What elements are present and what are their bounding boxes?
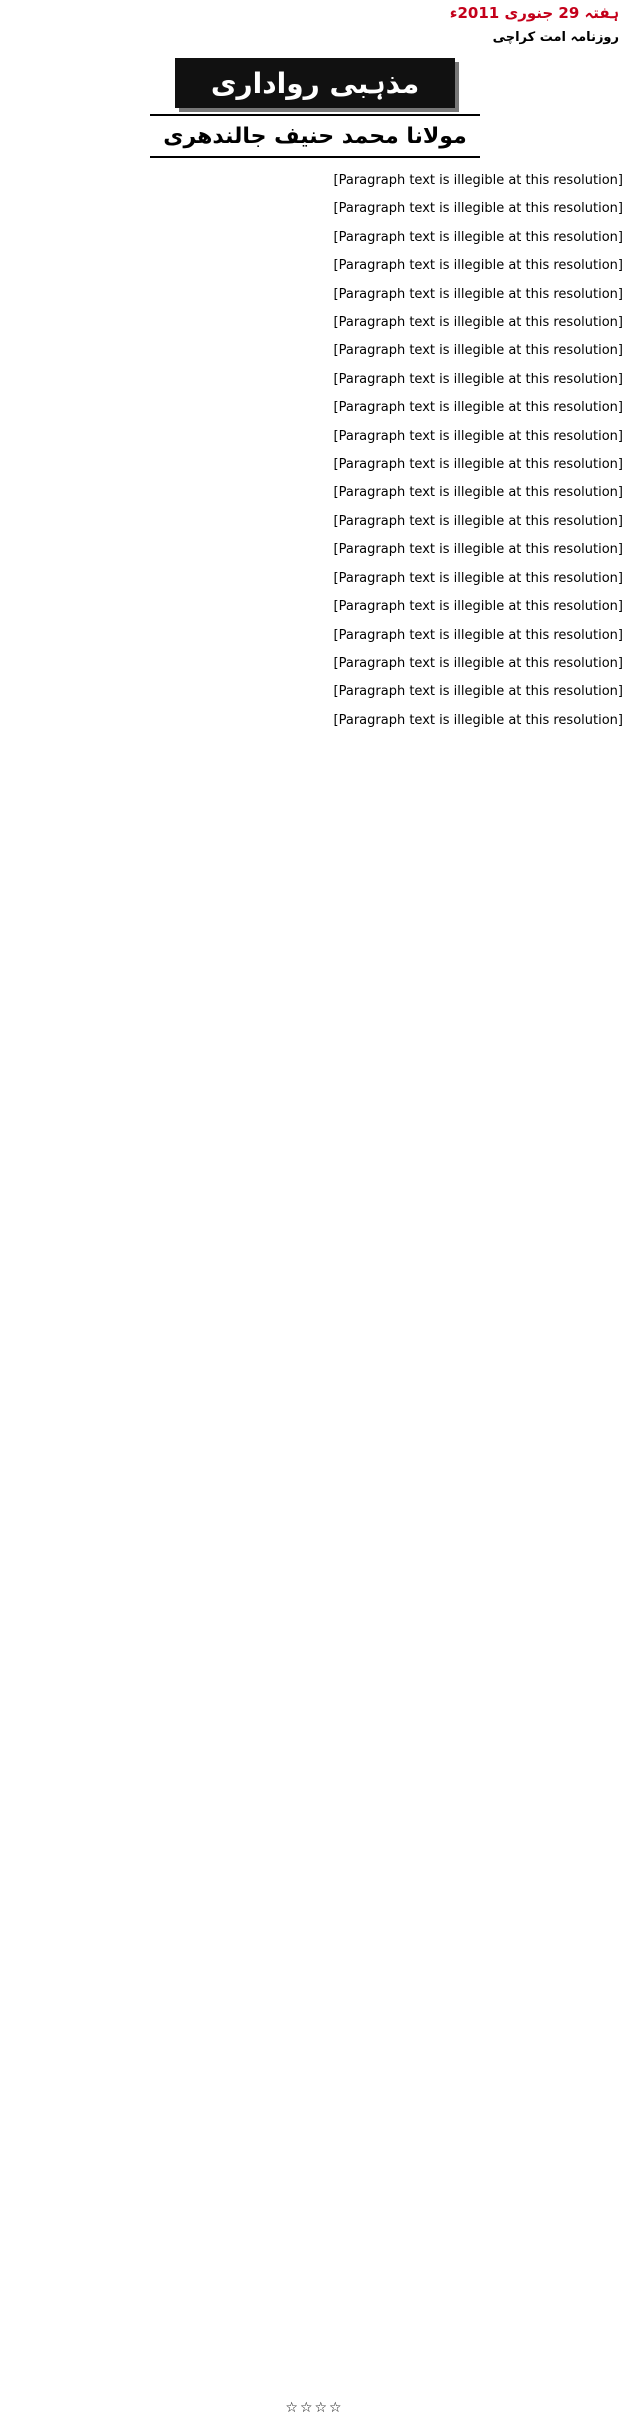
newspaper-name: روزنامہ امت کراچی [492,30,619,45]
article-paragraph: [Paragraph text is illegible at this resolution] [333,599,623,615]
article-paragraph: [Paragraph text is illegible at this resolution] [333,457,623,473]
article-author: مولانا محمد حنیف جالندھری [163,123,467,149]
article-paragraph: [Paragraph text is illegible at this resolution] [333,258,623,274]
article-paragraph: [Paragraph text is illegible at this resolution] [333,485,623,501]
article-paragraph: [Paragraph text is illegible at this resolution] [333,315,623,331]
article-paragraph: [Paragraph text is illegible at this resolution] [333,684,623,700]
article-paragraph: [Paragraph text is illegible at this resolution] [333,627,623,643]
article-paragraph: [Paragraph text is illegible at this resolution] [333,371,623,387]
article-title: مذہبی رواداری [175,58,455,108]
article-paragraph: [Paragraph text is illegible at this resolution] [333,173,623,188]
article-paragraph: [Paragraph text is illegible at this resolution] [333,542,623,558]
article-paragraph: [Paragraph text is illegible at this resolution] [333,400,623,416]
article-paragraph: [Paragraph text is illegible at this resolution] [333,428,623,444]
article-paragraph: [Paragraph text is illegible at this resolution] [333,286,623,302]
article-paragraph: [Paragraph text is illegible at this resolution] [333,343,623,359]
end-mark: ☆☆☆☆ [285,2400,344,2416]
article-paragraph: [Paragraph text is illegible at this resolution] [333,570,623,586]
article-body [6,170,623,2395]
author-rule-bottom [150,156,480,158]
article-paragraph: [Paragraph text is illegible at this resolution] [333,229,623,245]
article-paragraph: [Paragraph text is illegible at this resolution] [333,201,623,217]
article-paragraph: [Paragraph text is illegible at this resolution] [333,513,623,529]
article-paragraph: [Paragraph text is illegible at this resolution] [333,712,623,728]
article-paragraph: [Paragraph text is illegible at this resolution] [333,655,623,671]
publication-date: ہفتہ 29 جنوری 2011ء [449,4,619,22]
